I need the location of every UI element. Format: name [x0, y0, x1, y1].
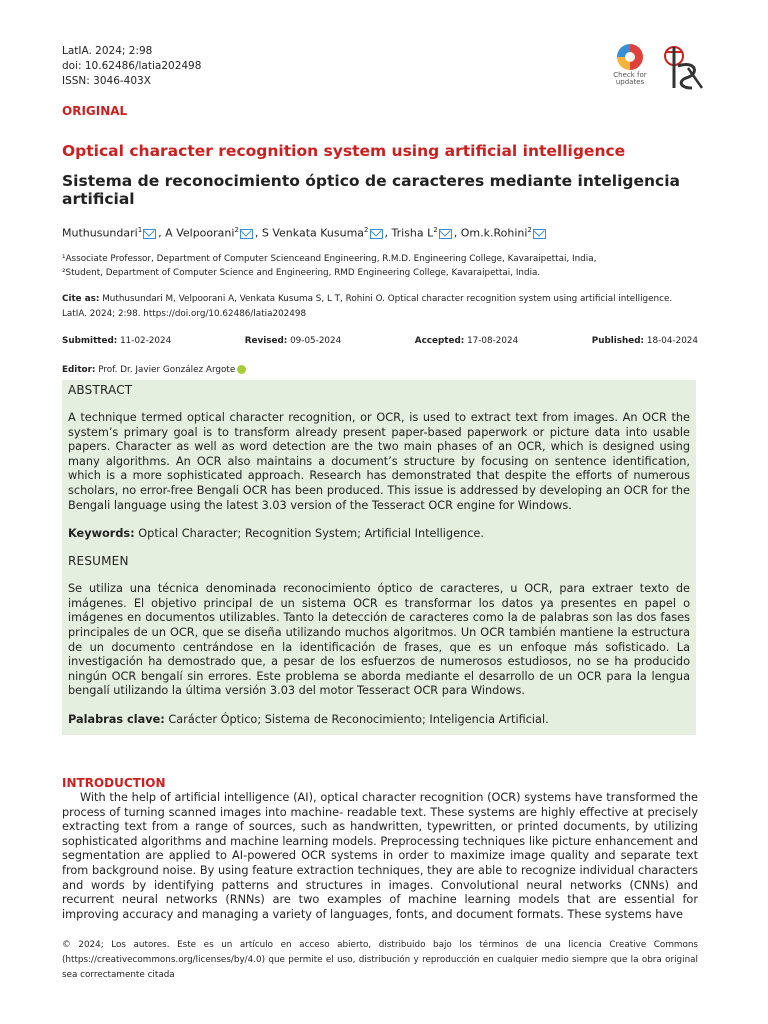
published-label: Published: — [591, 335, 645, 346]
resumen-text: Se utiliza una técnica denominada reconocimiento óptico de caracteres, u OCR, para extraer texto de imágenes. El objetivo principal de un sistema OCR es transformar los datos ya presentes en papel o imágenes en documentos utilizables. Tanto la detección de caracteres como la de palabras son las dos fases principales de un OCR, que se diseña utilizando muchos algoritmos. Un OCR también mantiene la estructura de un documento centrándose en la identificación de frases, que es un enfoque más sofisticado. La investigación ha demostrado que, a pesar de los esfuerzos de numerosos estudiosos, no se ha producido ningún OCR bengalí sin errores. Este problema se aborda mediante el desarrollo de un OCR para la lengua bengalí utilizando la última versión 3.03 del motor Tesseract OCR para Windows. — [68, 582, 690, 698]
affiliation-2: ²Student, Department of Computer Science and Engineering, RMD Engineering College, Kavaraipettai, India. — [62, 267, 541, 278]
editor-line — [62, 365, 698, 375]
author-affiliation-mark: 1 — [137, 226, 143, 234]
accepted-label: Accepted: — [414, 335, 465, 346]
keywords-label: Keywords: — [68, 527, 135, 541]
title-english: Optical character recognition system using artificial intelligence — [62, 142, 626, 160]
abstract-heading: ABSTRACT — [68, 383, 133, 397]
abstract-text: A technique termed optical character recognition, or OCR, is used to extract text from images. An OCR the system’s primary goal is to transform already present paper-based paperwork or picture data into usable papers. Character as well as word detection are the two main phases of an OCR, which is designed using many algorithms. An OCR also maintains a document’s structure by focusing on sentence identification, which is a more sophisticated approach. Research has demonstrated that despite the efforts of numerous scholars, no error-free Bengali OCR has been produced. This issue is addressed by developing an OCR for the Bengali language using the latest 3.03 version of the Tesseract OCR engine for Windows. — [68, 411, 690, 512]
affiliations — [62, 252, 698, 280]
introduction-text — [62, 791, 698, 922]
revised-value: 09-05-2024 — [290, 335, 342, 346]
abstract-box — [62, 380, 696, 735]
author-affiliation-mark: 2 — [527, 226, 532, 234]
published-date — [592, 336, 698, 346]
check-updates-label: Check for updates — [613, 71, 647, 86]
citation-block — [62, 292, 698, 322]
journal-meta — [62, 44, 698, 89]
cite-link[interactable]: LatIA. 2024; 2:98. https://doi.org/10.62486/latia202498 — [62, 308, 307, 319]
submitted-date — [62, 336, 171, 346]
section-type-label: ORIGINAL — [62, 104, 128, 118]
abstract-keywords — [68, 527, 690, 540]
author-name: Trisha L — [391, 226, 434, 240]
author-name: Om.k.Rohini — [460, 226, 528, 240]
email-icon[interactable] — [533, 229, 546, 239]
introduction-paragraph: With the help of artificial intelligence (AI), optical character recognition (OCR) systems have transformed the process of turning scanned images into machine- readable text. These systems are highly effective at precisely extracting text from a range of sources, such as handwritten, typewritten, or printed documents, by utilizing sophisticated algorithms and machine learning models. Preprocessing techniques like picture enhancement and segmentation are applied to AI-powered OCR systems in order to maximize image quality and separate text from background noise. By using feature extraction techniques, they are able to recognize individual characters and words by identifying patterns and structures in images. Convolutional neural networks (CNNs) and recurrent neural networks (RNNs) are two examples of machine learning models that are essential for improving accuracy and managing a variety of languages, fonts, and document formats. These systems have — [62, 791, 698, 921]
editor-label: Editor: — [62, 364, 96, 375]
cite-label: Cite as: — [62, 293, 100, 304]
email-icon[interactable] — [240, 229, 253, 239]
issn-line: ISSN: 3046-403X — [62, 75, 151, 87]
resumen-heading: RESUMEN — [68, 554, 129, 569]
introduction-heading: INTRODUCTION — [62, 776, 166, 790]
email-icon[interactable] — [439, 229, 452, 239]
journal-citation-line: LatIA. 2024; 2:98 — [62, 45, 153, 57]
dates-row — [62, 336, 698, 346]
accepted-value: 17-08-2024 — [467, 335, 519, 346]
palabras-clave-label: Palabras clave: — [68, 712, 165, 726]
author-affiliation-mark: 2 — [433, 226, 438, 234]
author-name: Muthusundari — [62, 226, 138, 240]
revised-date — [245, 336, 341, 346]
editor-name: Prof. Dr. Javier González Argote — [98, 364, 236, 375]
accepted-date — [415, 336, 518, 346]
title-spanish: Sistema de reconocimiento óptico de caracteres mediante inteligencia artificial — [62, 172, 681, 208]
author-name: A Velpoorani — [165, 226, 235, 240]
published-value: 18-04-2024 — [646, 335, 698, 346]
orcid-icon[interactable] — [237, 365, 246, 374]
doi-line[interactable]: doi: 10.62486/latia202498 — [62, 60, 202, 72]
email-icon[interactable] — [143, 229, 156, 239]
resumen-keywords — [68, 713, 690, 726]
submitted-value: 11-02-2024 — [120, 335, 172, 346]
license-footer: © 2024; Los autores. Este es un artículo en acceso abierto, distribuido bajo los términos de una licencia Creative Commons (https://creativecommons.org/licenses/by/4.0) que permite el uso, distribución y reproducción en cualquier medio siempre que la obra original sea correctamente citada — [62, 940, 698, 980]
article-front-matter — [62, 44, 698, 375]
affiliation-1: ¹Associate Professor, Department of Computer Scienceand Engineering, R.M.D. Engineering College, Kavaraipettai, India, — [62, 253, 597, 264]
revised-label: Revised: — [244, 335, 288, 346]
palabras-clave-value: Carácter Óptico; Sistema de Reconocimiento; Inteligencia Artificial. — [168, 712, 549, 726]
author-list: Muthusundari$^1$ , A Velpoorani$^2$ , S Venkata Kusuma$^2$ , Trisha $L^2$ , Om.k.Rohini$^2$ — [62, 226, 698, 240]
email-icon[interactable] — [370, 229, 383, 239]
submitted-label: Submitted: — [62, 335, 118, 346]
author-name: S Venkata Kusuma — [261, 226, 365, 240]
author-affiliation-mark: 2 — [364, 226, 369, 234]
keywords-value: Optical Character; Recognition System; Artificial Intelligence. — [138, 527, 484, 541]
author-affiliation-mark: 2 — [234, 226, 239, 234]
cite-text: Muthusundari M, Velpoorani A, Venkata Kusuma S, L T, Rohini O. Optical character recognition system using artificial intelligence. — [102, 293, 673, 304]
